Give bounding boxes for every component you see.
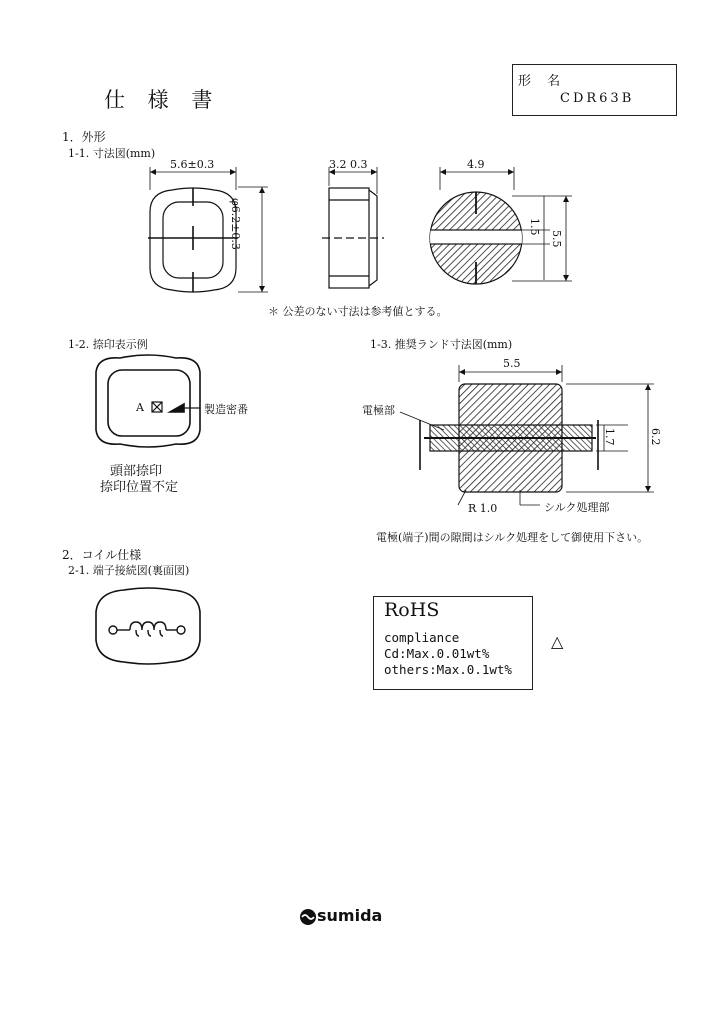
rohs-title: RoHS: [384, 599, 440, 621]
part-label: 形 名: [518, 74, 567, 89]
side-view-drawing: [322, 167, 384, 288]
marking-example-heading: 1-2. 捺印表示例: [68, 338, 148, 351]
sumida-logo-icon: [300, 909, 316, 925]
dim-terminal-width-label: 4.9: [467, 158, 485, 171]
rohs-cd-limit: Cd:Max.0.01wt%: [384, 646, 490, 661]
page-title: 仕 様 書: [104, 88, 221, 112]
dim-terminal-height-label: 5.5: [550, 230, 563, 248]
silk-area-label: シルク処理部: [544, 501, 610, 514]
land-pattern-heading: 1-3. 推奨ランド寸法図(mm): [370, 338, 513, 351]
dim-height-label: 3.2 0.3: [329, 158, 368, 171]
marking-code-label: 製造密番: [204, 403, 248, 416]
radius-label: R 1.0: [468, 502, 498, 515]
dim-terminal-gap-label: 1.5: [528, 218, 541, 236]
marking-caption-position: 捺印位置不定: [100, 480, 179, 495]
marking-example-drawing: [96, 355, 200, 447]
part-number: CDR63B: [560, 91, 635, 106]
rohs-compliance: compliance: [384, 630, 460, 645]
tolerance-footnote: ＊ 公差のない寸法は参考値とする。: [268, 305, 448, 318]
dim-width-label: 5.6±0.3: [170, 158, 215, 171]
dimension-drawing-heading: 1-1. 寸法図(mm): [68, 147, 156, 160]
land-width-label: 5.5: [503, 357, 521, 370]
coil-connection-drawing: [96, 588, 200, 664]
land-height-label: 6.2: [649, 428, 662, 446]
section2-heading: 2．コイル仕様: [62, 548, 142, 562]
land-gap-label: 1.7: [603, 428, 616, 446]
marking-caption-top: 頭部捺印: [110, 464, 163, 479]
sumida-logo-text: sumida: [317, 906, 383, 925]
land-note: 電極(端子)間の隙間はシルク処理をして御使用下さい。: [376, 531, 649, 544]
terminal-connection-heading: 2-1. 端子接続図(裏面図): [68, 564, 190, 577]
dim-diameter-label: φ6.2±0.3: [229, 198, 242, 250]
marking-letter: A: [136, 401, 144, 414]
electrode-label: 電極部: [362, 404, 395, 417]
bottom-view-drawing: [428, 167, 572, 284]
top-view-drawing: [148, 167, 268, 292]
revision-triangle-icon: △: [551, 632, 564, 651]
rohs-others-limit: others:Max.0.1wt%: [384, 662, 512, 677]
section1-heading: 1．外形: [62, 130, 106, 144]
